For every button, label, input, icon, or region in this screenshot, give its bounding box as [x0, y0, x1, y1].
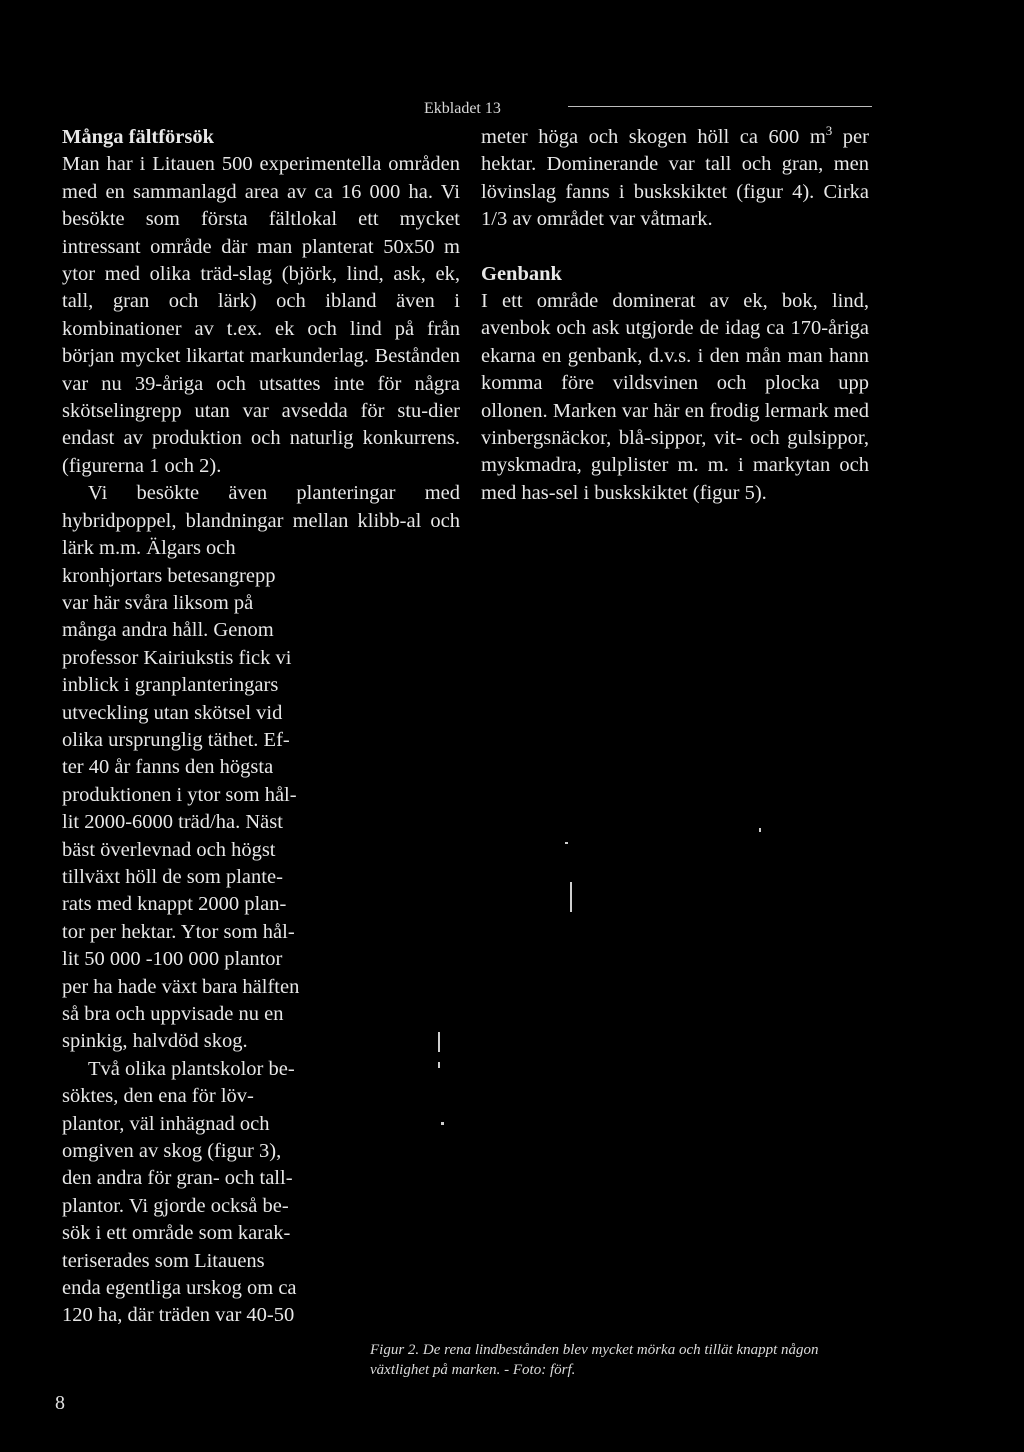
superscript-3: 3	[825, 123, 833, 139]
header-rule	[568, 106, 872, 107]
left-column	[62, 124, 460, 1330]
text-line: 120 ha, där träden var 40-50	[62, 1304, 295, 1327]
text-run: meter höga och skogen höll ca 600 m	[481, 126, 826, 148]
text-line: ter 40 år fanns den högsta	[62, 756, 274, 779]
text-line: söktes, den ena för löv-	[62, 1085, 254, 1108]
text-line: omgiven av skog (figur 3),	[62, 1140, 282, 1163]
section-heading-faltforsok: Många fältförsök	[62, 126, 215, 148]
photo-speck	[438, 1032, 440, 1052]
text-line: plantor, väl inhägnad och	[62, 1112, 270, 1135]
photo-speck	[759, 828, 761, 832]
figure-caption	[370, 1340, 850, 1380]
text-line: den andra för gran- och tall-	[62, 1167, 293, 1190]
caption-text: De rena lindbestånden blev mycket mörka och tillät knappt någon växtlighet på marken. - Foto: förf.	[370, 1342, 819, 1378]
text-line: per ha hade växt bara hälften	[62, 975, 300, 998]
nurseries-text-block	[62, 1056, 460, 1330]
text-line: kronhjortars betesangrepp	[62, 564, 276, 587]
narrow-text-block	[62, 563, 460, 1056]
page-number: 8	[55, 1392, 65, 1414]
running-header: Ekbladet 13	[424, 100, 501, 117]
text-line: bäst överlevnad och högst	[62, 838, 276, 861]
text-line: många andra håll. Genom	[62, 619, 274, 642]
text-line: spinkig, halvdöd skog.	[62, 1030, 248, 1053]
caption-label: Figur 2.	[370, 1342, 420, 1358]
paragraph-genbank: I ett område dominerat av ek, bok, lind, avenbok och ask utgjorde de idag ca 170-åriga ekarna en genbank, d.v.s. i den mån man hann komma före vildsvinen och plocka upp ollonen. Marken var här en frodig lermark med vinbergsnäckor, blå-sippor, vit- och gulsippor, myskmadra, gulplister m. m. i markytan och med has-sel i buskskiktet (figur 5).	[481, 290, 869, 504]
paragraph-forest-continued	[481, 124, 869, 234]
text-line: tor per hektar. Ytor som hål-	[62, 920, 295, 943]
photo-speck	[441, 1122, 444, 1125]
text-line: rats med knappt 2000 plan-	[62, 893, 287, 916]
text-line: enda egentliga urskog om ca	[62, 1277, 297, 1300]
text-run: per hektar. Dominerande var tall och gran, men lövinslag fanns i buskskiktet (figur 4). Cirka 1/3 av området var våtmark.	[481, 126, 869, 231]
text-line: sök i ett område som karak-	[62, 1222, 291, 1245]
text-line: lit 2000-6000 träd/ha. Näst	[62, 811, 283, 834]
text-line: lit 50 000 -100 000 plantor	[62, 948, 283, 971]
photo-speck	[570, 882, 572, 912]
text-line: tillväxt höll de som plante-	[62, 865, 283, 888]
section-heading-genbank: Genbank	[481, 262, 562, 285]
right-column	[481, 124, 869, 507]
text-line: utveckling utan skötsel vid	[62, 701, 283, 724]
photo-speck	[565, 842, 568, 844]
paragraph-experiments: Man har i Litauen 500 experimentella områden med en sammanlagd area av ca 16 000 ha. Vi besökte som första fältlokal ett mycket intressant område där man planterat 50x50 m ytor med olika träd-slag (björk, lind, ask, ek, tall, gran och lärk) och ibland även i kombinationer av t.ex. ek och lind på från början mycket likartat markunderlag. Bestånden var nu 39-åriga och utsattes inte för några skötselingrepp utan var avsedda för stu-dier endast av produktion och naturlig konkurrens. (figurerna 1 och 2).	[62, 153, 460, 477]
paragraph-plantations: Vi besökte även planteringar med hybridpoppel, blandningar mellan klibb-al och lärk m.m. Älgars och	[62, 482, 460, 560]
photo-speck	[438, 1062, 440, 1068]
text-line: olika ursprunglig täthet. Ef-	[62, 728, 290, 751]
text-line: inblick i granplanteringars	[62, 674, 279, 697]
text-line: var här svåra liksom på	[62, 591, 254, 614]
text-line: plantor. Vi gjorde också be-	[62, 1194, 289, 1217]
text-line: så bra och uppvisade nu en	[62, 1003, 284, 1025]
text-line: produktionen i ytor som hål-	[62, 783, 297, 806]
text-line: Två olika plantskolor be-	[88, 1057, 295, 1080]
text-line: teriserades som Litauens	[62, 1249, 265, 1272]
text-line: professor Kairiukstis fick vi	[62, 646, 292, 669]
paragraph-gap	[481, 234, 869, 261]
